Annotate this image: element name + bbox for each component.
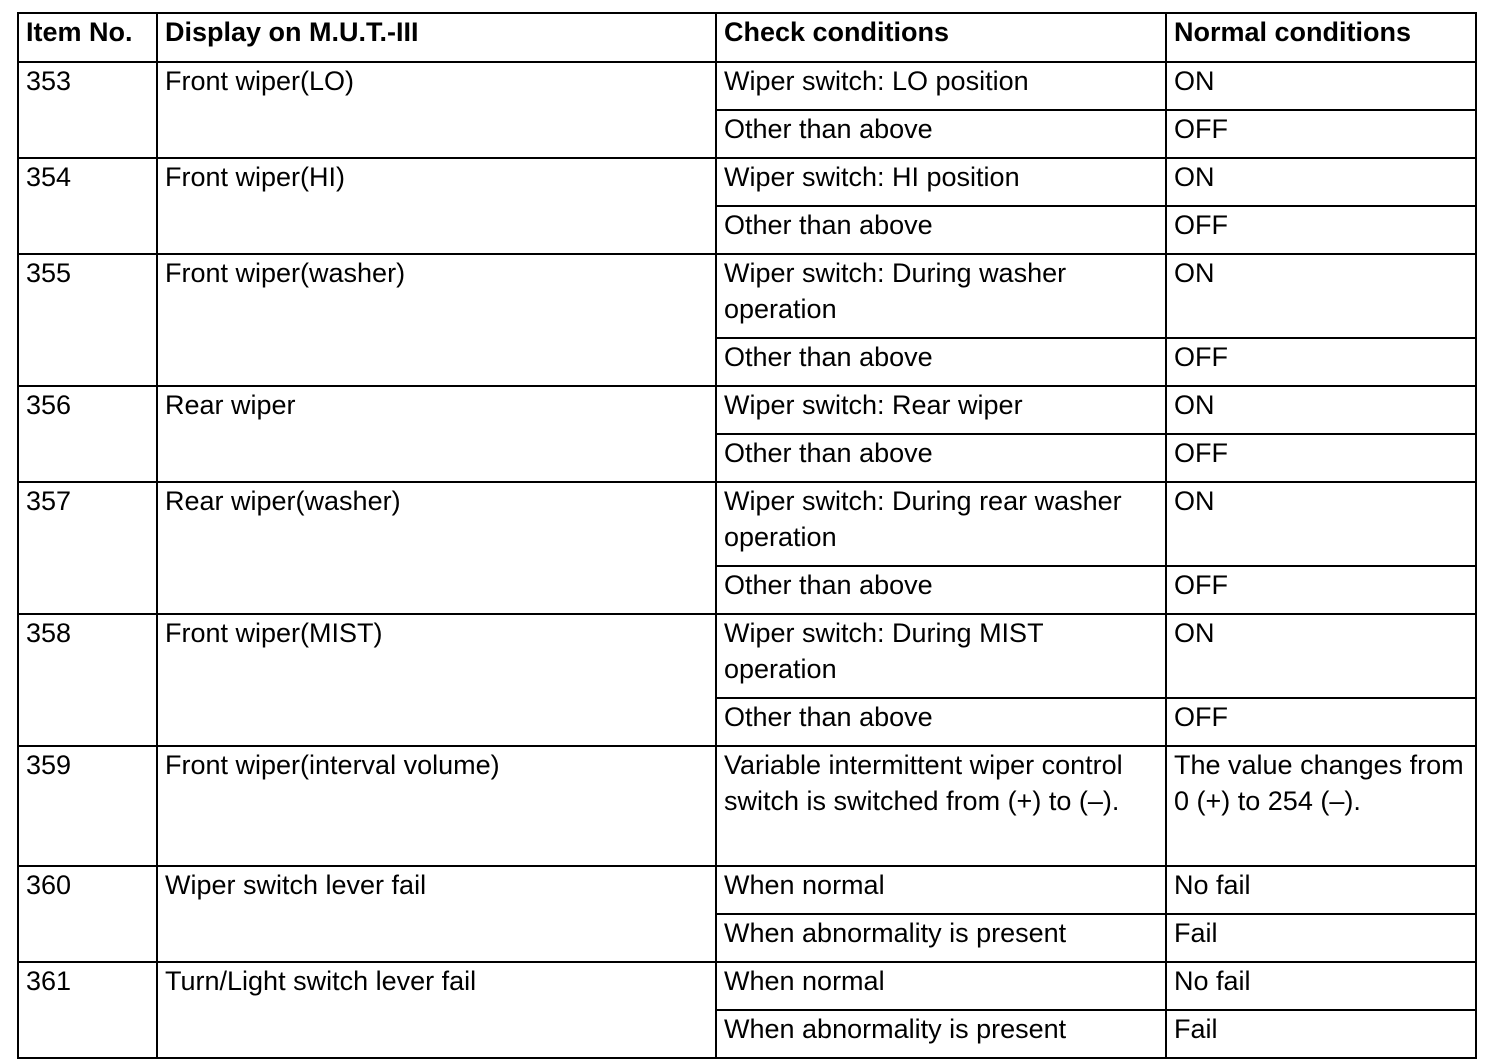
normal-cell: OFF — [1166, 338, 1476, 386]
display-cell: Turn/Light switch lever fail — [157, 962, 716, 1058]
display-cell: Front wiper(HI) — [157, 158, 716, 254]
item-no-cell: 354 — [18, 158, 157, 254]
table-row — [18, 254, 1476, 338]
check-cell: Wiper switch: During washer operation — [716, 254, 1166, 338]
table-row — [18, 866, 1476, 914]
table-row — [18, 62, 1476, 110]
normal-cell: Fail — [1166, 1010, 1476, 1058]
header-normal-conditions: Normal conditions — [1166, 13, 1476, 62]
check-cell: When normal — [716, 962, 1166, 1010]
check-cell: Other than above — [716, 110, 1166, 158]
normal-cell: ON — [1166, 158, 1476, 206]
normal-cell: ON — [1166, 254, 1476, 338]
check-cell: When normal — [716, 866, 1166, 914]
normal-cell: ON — [1166, 62, 1476, 110]
display-cell: Rear wiper — [157, 386, 716, 482]
item-no-cell: 357 — [18, 482, 157, 614]
item-no-cell: 355 — [18, 254, 157, 386]
check-cell: Wiper switch: HI position — [716, 158, 1166, 206]
check-cell: Wiper switch: During MIST operation — [716, 614, 1166, 698]
check-cell: Variable intermittent wiper control switch is switched from (+) to (–). — [716, 746, 1166, 866]
check-cell: When abnormality is present — [716, 914, 1166, 962]
header-check-conditions: Check conditions — [716, 13, 1166, 62]
table-row — [18, 482, 1476, 566]
check-cell: Other than above — [716, 566, 1166, 614]
table-row — [18, 614, 1476, 698]
item-no-cell: 353 — [18, 62, 157, 158]
display-cell: Wiper switch lever fail — [157, 866, 716, 962]
item-no-cell: 361 — [18, 962, 157, 1058]
header-display: Display on M.U.T.-III — [157, 13, 716, 62]
normal-cell: No fail — [1166, 962, 1476, 1010]
table-row — [18, 962, 1476, 1010]
mut-data-table — [17, 12, 1477, 1059]
check-cell: When abnormality is present — [716, 1010, 1166, 1058]
normal-cell: OFF — [1166, 434, 1476, 482]
normal-cell: OFF — [1166, 698, 1476, 746]
header-item-no: Item No. — [18, 13, 157, 62]
table-row — [18, 386, 1476, 434]
normal-cell: ON — [1166, 386, 1476, 434]
normal-cell: OFF — [1166, 206, 1476, 254]
item-no-cell: 359 — [18, 746, 157, 866]
check-cell: Other than above — [716, 206, 1166, 254]
normal-cell: Fail — [1166, 914, 1476, 962]
normal-cell: OFF — [1166, 566, 1476, 614]
table-row — [18, 158, 1476, 206]
check-cell: Wiper switch: LO position — [716, 62, 1166, 110]
display-cell: Front wiper(interval volume) — [157, 746, 716, 866]
normal-cell: ON — [1166, 614, 1476, 698]
display-cell: Front wiper(washer) — [157, 254, 716, 386]
normal-cell: ON — [1166, 482, 1476, 566]
display-cell: Front wiper(LO) — [157, 62, 716, 158]
table-row — [18, 746, 1476, 866]
normal-cell: OFF — [1166, 110, 1476, 158]
item-no-cell: 360 — [18, 866, 157, 962]
normal-cell: The value changes from 0 (+) to 254 (–). — [1166, 746, 1476, 866]
check-cell: Other than above — [716, 698, 1166, 746]
header-row — [18, 13, 1476, 62]
normal-cell: No fail — [1166, 866, 1476, 914]
check-cell: Other than above — [716, 434, 1166, 482]
display-cell: Front wiper(MIST) — [157, 614, 716, 746]
display-cell: Rear wiper(washer) — [157, 482, 716, 614]
check-cell: Wiper switch: Rear wiper — [716, 386, 1166, 434]
item-no-cell: 356 — [18, 386, 157, 482]
check-cell: Other than above — [716, 338, 1166, 386]
item-no-cell: 358 — [18, 614, 157, 746]
check-cell: Wiper switch: During rear washer operation — [716, 482, 1166, 566]
